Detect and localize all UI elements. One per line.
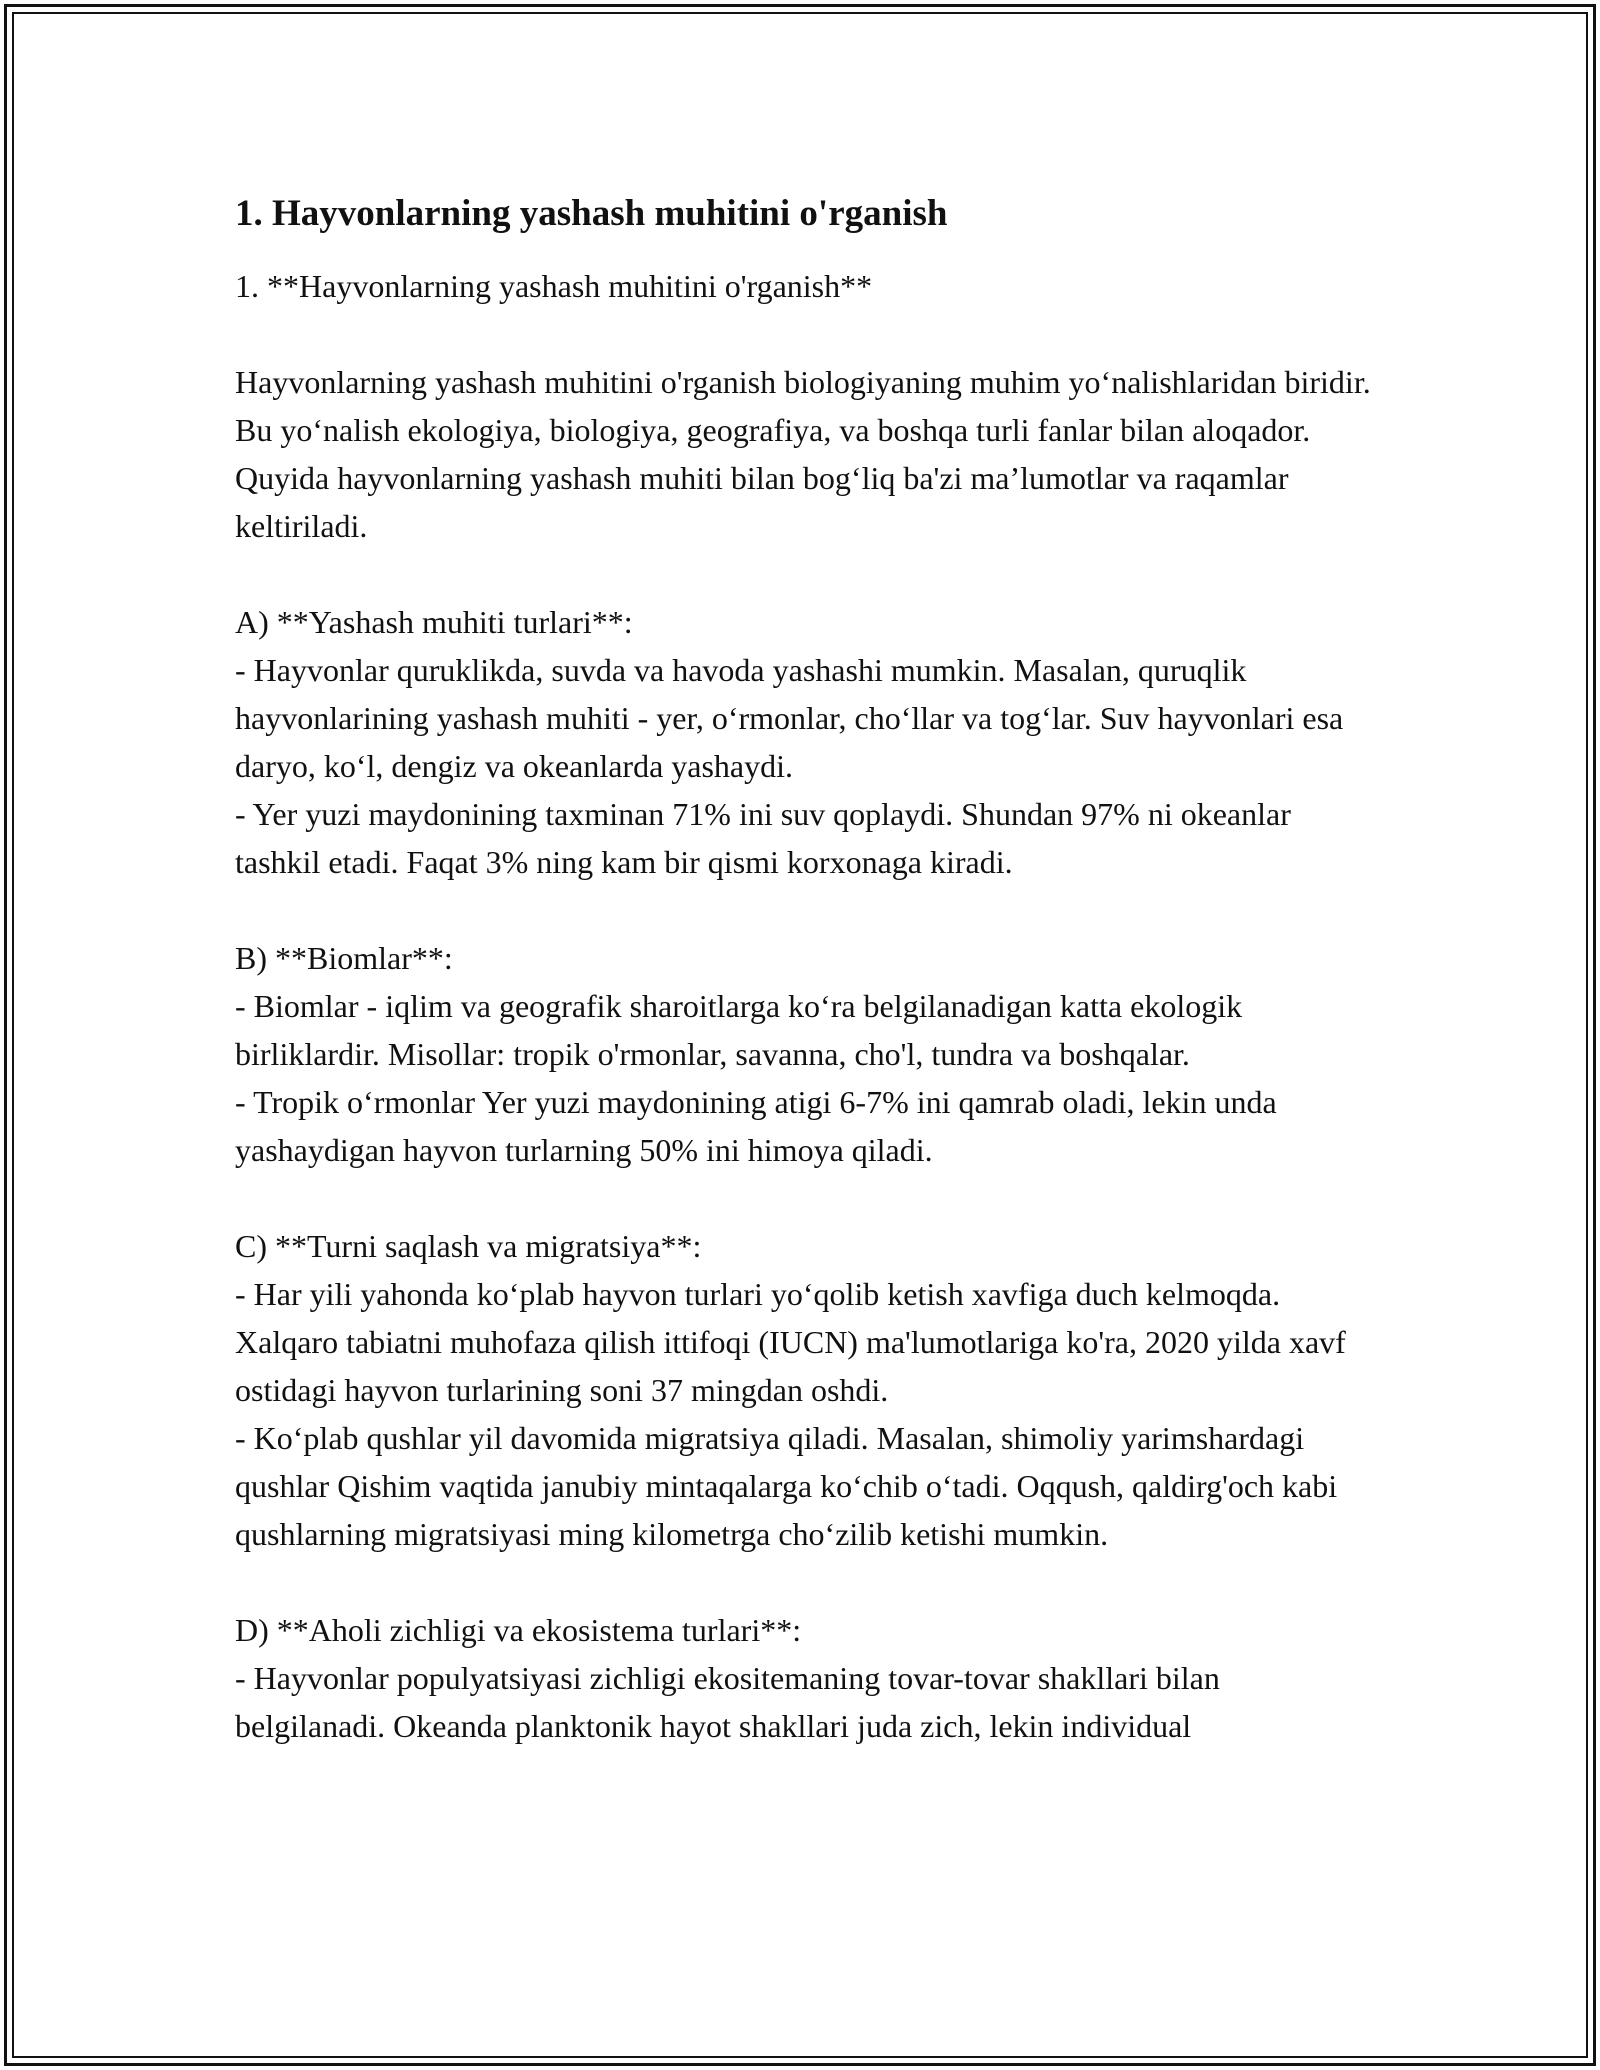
section-d: [235, 1606, 1375, 1750]
section-line: - Hayvonlar quruklikda, suvda va havoda yashashi mumkin. Masalan, quruqlik hayvonlarining yashash muhiti - yer, o‘rmonlar, cho‘llar va tog‘lar. Suv hayvonlari esa daryo, ko‘l, dengiz va okeanlarda yashaydi.: [235, 652, 1344, 784]
section-heading: D) **Aholi zichligi va ekosistema turlari**:: [235, 1612, 802, 1648]
section-line: - Yer yuzi maydonining taxminan 71% ini suv qoplaydi. Shundan 97% ni okeanlar tashkil etadi. Faqat 3% ning kam bir qismi korxonaga kiradi.: [235, 796, 1291, 880]
section-c: [235, 1222, 1375, 1558]
document-page: [235, 188, 1375, 1750]
document-title: 1. Hayvonlarning yashash muhitini o'rganish: [235, 193, 948, 234]
section-line: - Biomlar - iqlim va geografik sharoitlarga ko‘ra belgilanadigan katta ekologik birliklardir. Misollar: tropik o'rmonlar, savanna, cho'l, tundra va boshqalar.: [235, 988, 1243, 1072]
section-b: [235, 934, 1375, 1174]
document-subtitle: 1. **Hayvonlarning yashash muhitini o'rganish**: [235, 268, 873, 304]
section-a: [235, 598, 1375, 886]
section-heading: B) **Biomlar**:: [235, 940, 453, 976]
section-line: - Har yili yahonda ko‘plab hayvon turlari yo‘qolib ketish xavfiga duch kelmoqda. Xalqaro tabiatni muhofaza qilish ittifoqi (IUCN) ma'lumotlariga ko'ra, 2020 yilda xavf ostidagi hayvon turlarining soni 37 mingdan oshdi.: [235, 1276, 1346, 1408]
section-heading: A) **Yashash muhiti turlari**:: [235, 604, 633, 640]
section-heading: C) **Turni saqlash va migratsiya**:: [235, 1228, 702, 1264]
section-line: - Ko‘plab qushlar yil davomida migratsiya qiladi. Masalan, shimoliy yarimshardagi qushlar Qishim vaqtida janubiy mintaqalarga ko‘chib o‘tadi. Oqqush, qaldirg'och kabi qushlarning migratsiyasi ming kilometrga cho‘zilib ketishi mumkin.: [235, 1420, 1338, 1552]
section-line: - Hayvonlar populyatsiyasi zichligi ekositemaning tovar-tovar shakllari bilan belgilanadi. Okeanda planktonik hayot shakllari juda zich, lekin individual: [235, 1660, 1220, 1744]
section-line: - Tropik o‘rmonlar Yer yuzi maydonining atigi 6-7% ini qamrab oladi, lekin unda yashaydigan hayvon turlarning 50% ini himoya qiladi.: [235, 1084, 1277, 1168]
intro-paragraph: Hayvonlarning yashash muhitini o'rganish biologiyaning muhim yo‘nalishlaridan biridir. Bu yo‘nalish ekologiya, biologiya, geografiya, va boshqa turli fanlar bilan aloqador. Quyida hayvonlarning yashash muhiti bilan bog‘liq ba'zi ma’lumotlar va raqamlar keltiriladi.: [235, 364, 1371, 544]
